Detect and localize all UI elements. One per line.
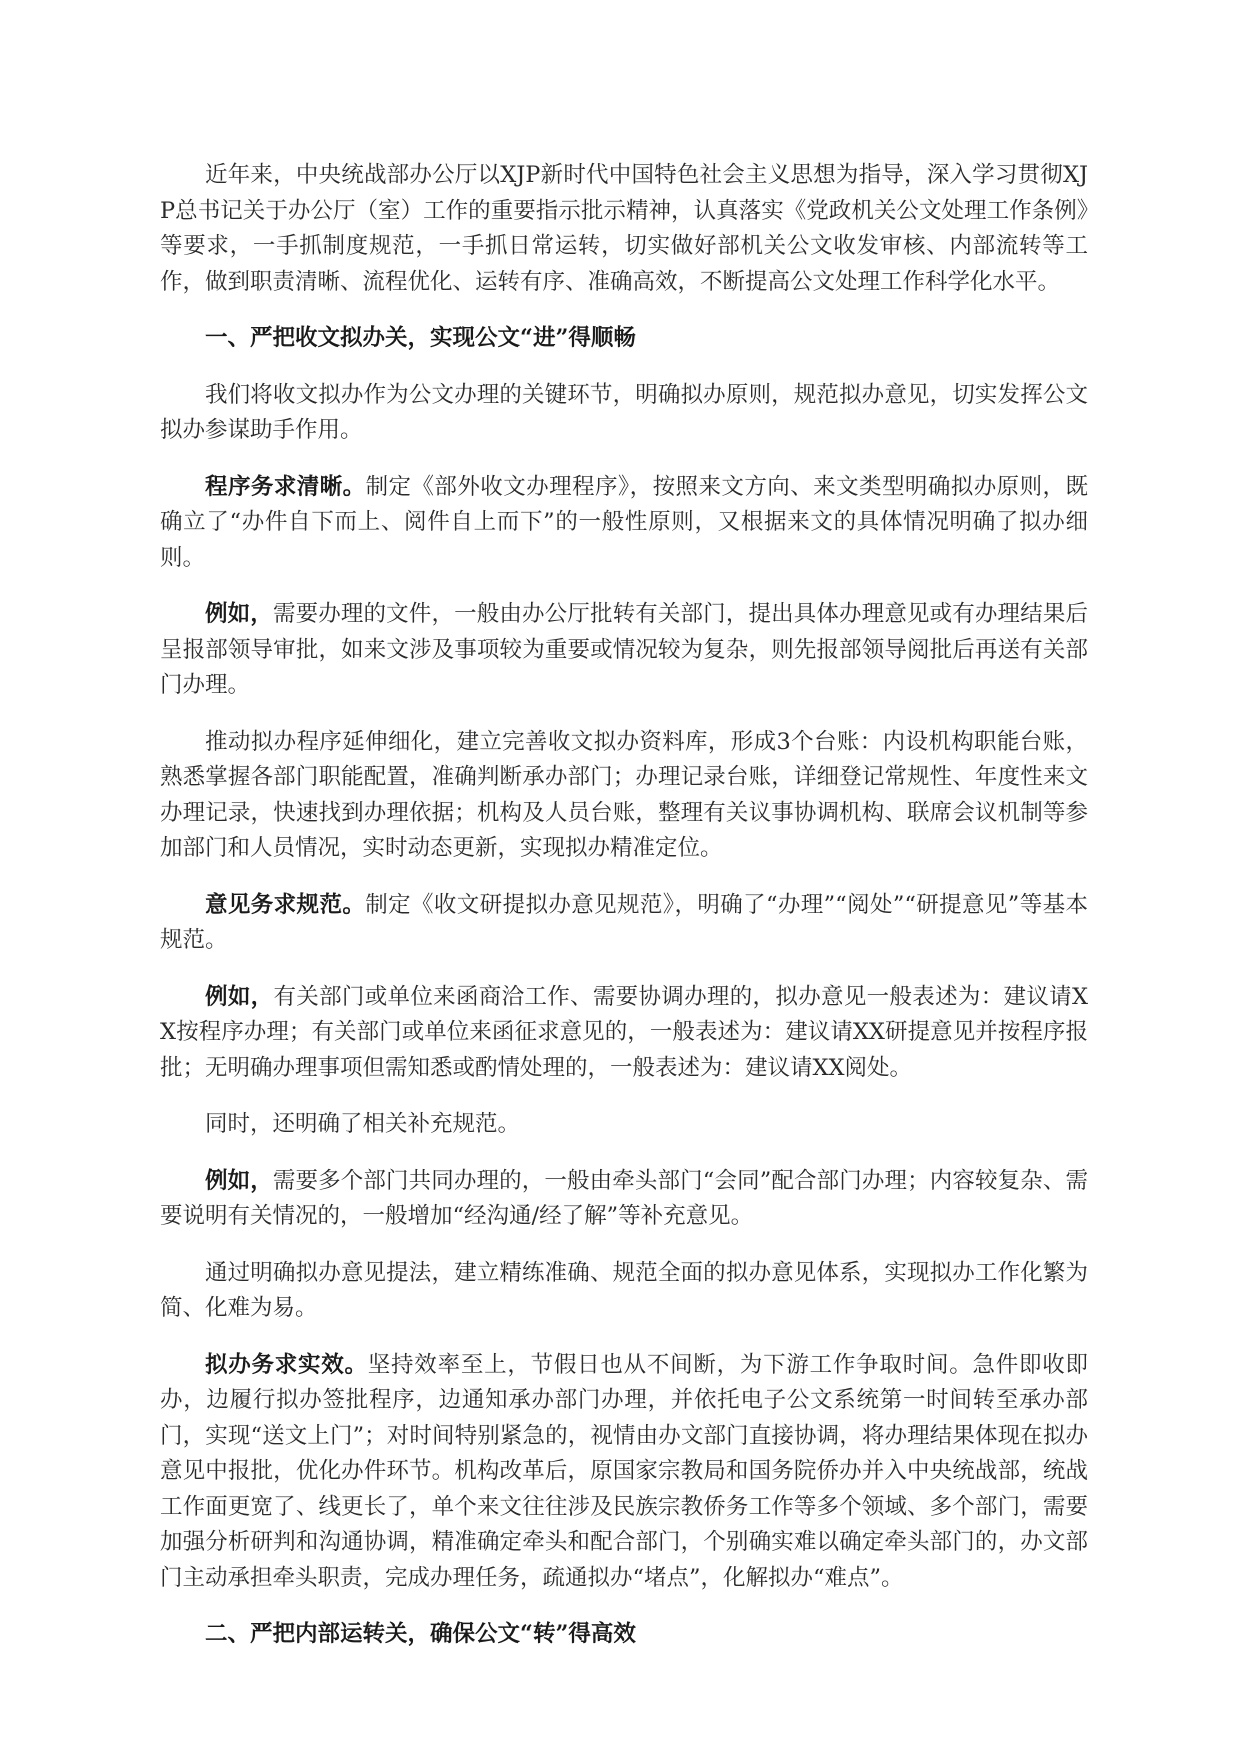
example-paragraph-2 xyxy=(160,980,1088,1087)
procedure-paragraph xyxy=(160,470,1088,577)
example-body-1: 需要办理的文件，一般由办公厅批转有关部门，提出具体办理意见或有办理结果后呈报部领导审批，如来文涉及事项较为重要或情况较为复杂，则先报部领导阅批后再送有关部门办理。 xyxy=(160,601,1088,698)
procedure-lead: 程序务求清晰。 xyxy=(205,473,366,500)
document-page xyxy=(160,158,1088,1674)
example-lead-2: 例如， xyxy=(205,983,274,1010)
example-lead-1: 例如， xyxy=(205,601,273,627)
example-paragraph-1 xyxy=(160,597,1088,704)
section-heading-1: 一、严把收文拟办关，实现公文“进”得顺畅 xyxy=(205,325,636,351)
example-body-2: 有关部门或单位来函商洽工作、需要协调办理的，拟办意见一般表述为：建议请XX按程序办理；有关部门或单位来函征求意见的，一般表述为：建议请XX研提意见并按程序报批；无明确办理事项但需知悉或酌情处理的，一般表述为：建议请XX阅处。 xyxy=(160,983,1088,1081)
efficiency-lead: 拟办务求实效。 xyxy=(205,1351,368,1378)
supplement-paragraph: 同时，还明确了相关补充规范。 xyxy=(205,1111,521,1137)
example-body-3: 需要多个部门共同办理的，一般由牵头部门“会同”配合部门办理；内容较复杂、需要说明有关情况的，一般增加“经沟通/经了解”等补充意见。 xyxy=(160,1167,1088,1229)
procedure-body: 制定《部外收文办理程序》，按照来文方向、来文类型明确拟办原则，既确立了“办件自下而上、阅件自上而下”的一般性原则，又根据来文的具体情况明确了拟办细则。 xyxy=(160,473,1088,571)
example-lead-3: 例如， xyxy=(205,1167,273,1194)
opinion-body: 制定《收文研提拟办意见规范》，明确了“办理”“阅处”“研提意见”等基本规范。 xyxy=(160,891,1088,953)
ledger-paragraph: 推动拟办程序延伸细化，建立完善收文拟办资料库，形成3个台账：内设机构职能台账，熟悉掌握各部门职能配置，准确判断承办部门；办理记录台账，详细登记常规性、年度性来文办理记录，快速找到办理依据；机构及人员台账，整理有关议事协调机构、联席会议机制等参加部门和人员情况，实时动态更新，实现拟办精准定位。 xyxy=(160,728,1088,861)
section-heading-2: 二、严把内部运转关，确保公文“转”得高效 xyxy=(205,1621,636,1647)
section-1-intro-paragraph: 我们将收文拟办作为公文办理的关键环节，明确拟办原则，规范拟办意见，切实发挥公文拟办参谋助手作用。 xyxy=(160,381,1088,443)
intro-paragraph: 近年来，中央统战部办公厅以XJP新时代中国特色社会主义思想为指导，深入学习贯彻XJP总书记关于办公厅（室）工作的重要指示批示精神，认真落实《党政机关公文处理工作条例》等要求，一手抓制度规范，一手抓日常运转，切实做好部机关公文收发审核、内部流转等工作，做到职责清晰、流程优化、运转有序、准确高效，不断提高公文处理工作科学化水平。 xyxy=(160,162,1088,295)
efficiency-paragraph xyxy=(160,1348,1088,1597)
example-paragraph-3 xyxy=(160,1164,1088,1235)
efficiency-body: 坚持效率至上，节假日也从不间断，为下游工作争取时间。急件即收即办，边履行拟办签批程序，边通知承办部门办理，并依托电子公文系统第一时间转至承办部门，实现“送文上门”；对时间特别紧急的，视情由办文部门直接协调，将办理结果体现在拟办意见中报批，优化办件环节。机构改革后，原国家宗教局和国务院侨办并入中央统战部，统战工作面更宽了、线更长了，单个来文往往涉及民族宗教侨务工作等多个领域、多个部门，需要加强分析研判和沟通协调，精准确定牵头和配合部门，个别确实难以确定牵头部门的，办文部门主动承担牵头职责，完成办理任务，疏通拟办“堵点”，化解拟办“难点”。 xyxy=(160,1351,1088,1591)
summary-paragraph: 通过明确拟办意见提法，建立精练准确、规范全面的拟办意见体系，实现拟办工作化繁为简、化难为易。 xyxy=(160,1259,1088,1321)
opinion-paragraph xyxy=(160,888,1088,959)
opinion-lead: 意见务求规范。 xyxy=(205,891,366,918)
